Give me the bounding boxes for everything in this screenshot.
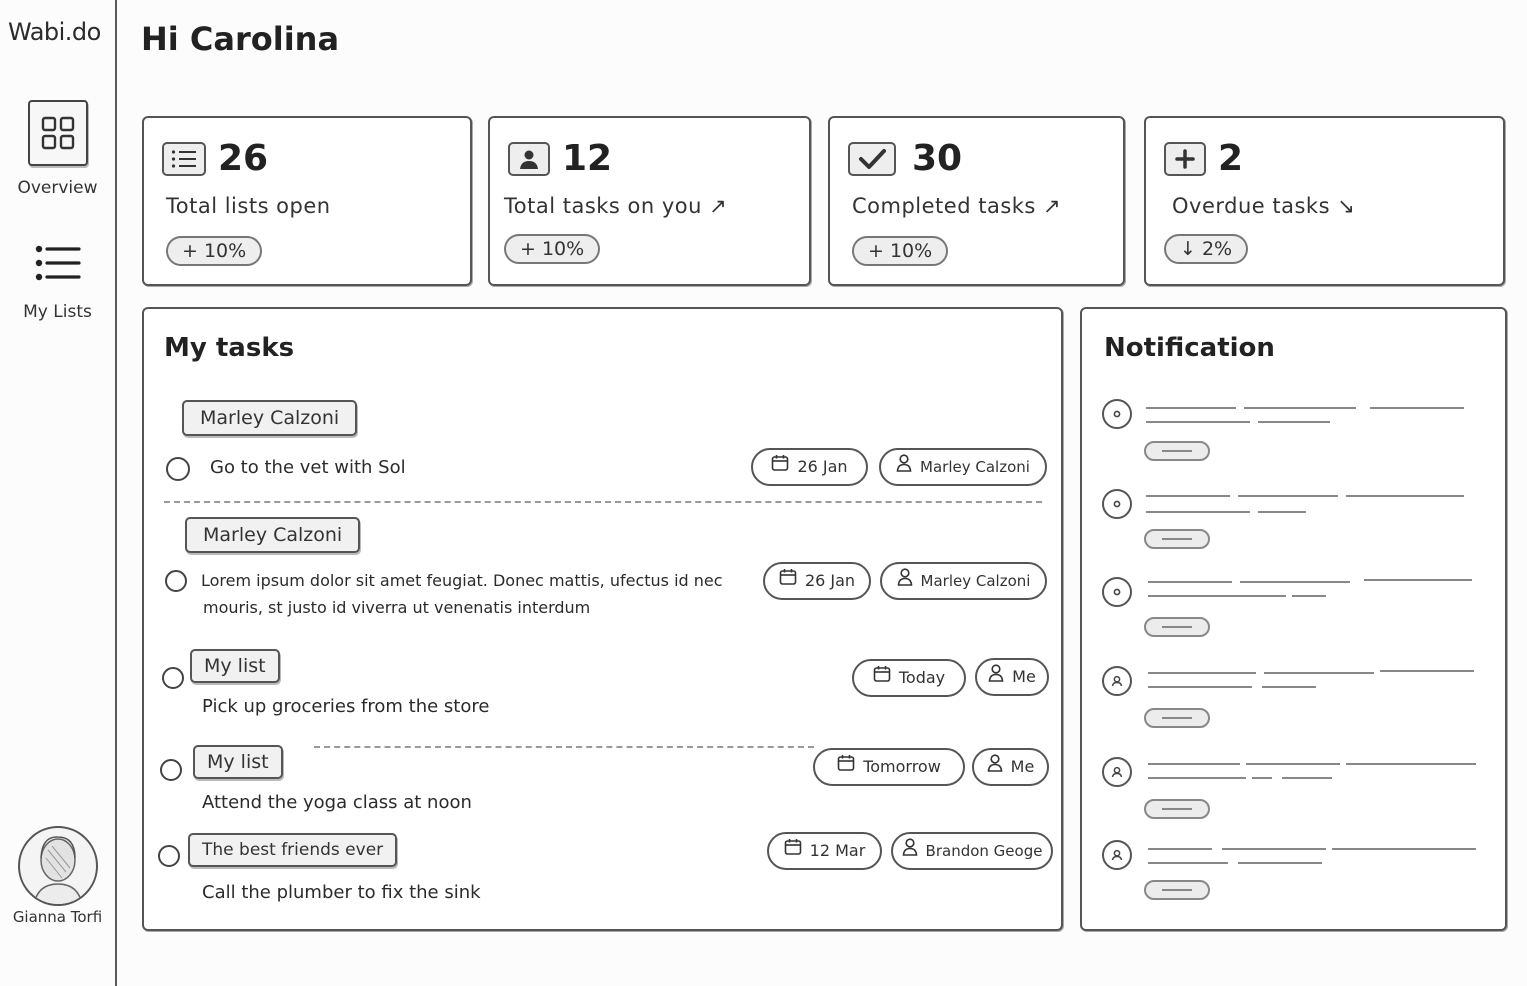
assignee-label: Brandon Geoge: [925, 842, 1043, 860]
stat-label: Total tasks on you ↗: [504, 194, 728, 218]
task-text: Go to the vet with Sol: [210, 457, 406, 478]
avatar: [18, 826, 98, 906]
user-icon: [897, 564, 913, 598]
stat-badge: + 10%: [166, 236, 262, 266]
stat-badge: ↓ 2%: [1164, 234, 1248, 264]
assignee-chip[interactable]: [879, 448, 1047, 486]
assignee-label: Me: [1010, 757, 1035, 776]
stat-badge: + 10%: [504, 234, 600, 264]
notification-panel: [1080, 307, 1507, 931]
calendar-icon: [771, 450, 789, 484]
task-checkbox[interactable]: [162, 667, 184, 689]
user-icon: [987, 750, 1003, 784]
task-text: Attend the yoga class at noon: [202, 792, 472, 813]
due-date-chip[interactable]: [767, 832, 882, 870]
assignee-chip[interactable]: [880, 562, 1047, 600]
calendar-icon: [837, 750, 855, 784]
due-date-chip[interactable]: [813, 748, 965, 786]
dot-icon: [1102, 399, 1132, 429]
my-tasks-panel: [142, 307, 1063, 931]
stat-card-overdue[interactable]: [1144, 116, 1505, 286]
assignee-label: Me: [1012, 667, 1036, 686]
sidebar-item-label: Overview: [17, 178, 98, 198]
list-icon: [0, 238, 115, 288]
stat-label: Overdue tasks ↘: [1172, 194, 1356, 218]
list-tag[interactable]: Marley Calzoni: [182, 400, 357, 436]
page-title: Hi Carolina: [141, 20, 340, 58]
user-icon: [902, 834, 918, 868]
task-checkbox[interactable]: [165, 570, 187, 592]
due-date-label: 26 Jan: [797, 457, 848, 476]
assignee-label: Marley Calzoni: [920, 458, 1030, 476]
sidebar: [0, 0, 117, 986]
assignee-chip[interactable]: [891, 832, 1053, 870]
list-tag[interactable]: The best friends ever: [188, 833, 397, 867]
due-date-chip[interactable]: [751, 448, 868, 486]
list-icon: [162, 142, 206, 176]
dot-icon: [1102, 489, 1132, 519]
check-icon: [848, 142, 896, 176]
stat-card-completed[interactable]: [828, 116, 1125, 286]
stat-label: Total lists open: [166, 194, 331, 218]
assignee-chip[interactable]: [975, 658, 1049, 696]
divider: [164, 501, 1042, 503]
calendar-icon: [784, 834, 802, 868]
task-text: Lorem ipsum dolor sit amet feugiat. Donec mattis, ufectus id nec: [201, 571, 723, 590]
stat-label: Completed tasks ↗: [852, 194, 1062, 218]
task-text-continued: mouris, st justo id viverra ut venenatis interdum: [203, 598, 591, 617]
panel-title: My tasks: [164, 333, 295, 363]
calendar-icon: [779, 564, 797, 598]
due-date-label: 12 Mar: [809, 841, 866, 860]
stat-value: 2: [1218, 138, 1244, 179]
user-icon: [1102, 757, 1132, 787]
grid-icon: [28, 100, 88, 166]
task-checkbox[interactable]: [166, 457, 190, 481]
stat-value: 30: [912, 138, 963, 179]
plus-icon: [1164, 142, 1206, 176]
list-tag[interactable]: My list: [190, 649, 280, 683]
stat-value: 26: [218, 138, 269, 179]
stat-card-tasks-on-you[interactable]: [488, 116, 811, 286]
task-text: Pick up groceries from the store: [202, 696, 490, 717]
stat-value: 12: [562, 138, 613, 179]
due-date-label: Tomorrow: [863, 757, 941, 776]
person-icon: [508, 142, 550, 176]
assignee-label: Marley Calzoni: [920, 572, 1031, 590]
panel-title: Notification: [1104, 333, 1275, 363]
app-logo: Wabi.do: [8, 18, 101, 46]
due-date-label: Today: [898, 668, 946, 687]
due-date-chip[interactable]: [852, 659, 966, 697]
user-icon: [1102, 840, 1132, 870]
due-date-label: 26 Jan: [804, 571, 856, 590]
task-text: Call the plumber to fix the sink: [202, 882, 481, 903]
user-icon: [896, 450, 912, 484]
calendar-icon: [873, 661, 891, 695]
user-profile[interactable]: [0, 826, 115, 926]
assignee-chip[interactable]: [972, 748, 1049, 786]
due-date-chip[interactable]: [763, 562, 871, 600]
list-tag[interactable]: Marley Calzoni: [185, 517, 360, 553]
user-icon: [988, 660, 1004, 694]
user-icon: [1102, 666, 1132, 696]
sidebar-item-label: My Lists: [23, 302, 92, 322]
stat-card-lists-open[interactable]: [142, 116, 472, 286]
sidebar-item-overview[interactable]: [0, 100, 115, 198]
task-checkbox[interactable]: [160, 759, 182, 781]
profile-name: Gianna Torfi: [12, 908, 103, 926]
list-tag[interactable]: My list: [193, 745, 283, 779]
sidebar-item-my-lists[interactable]: [0, 238, 115, 322]
task-checkbox[interactable]: [158, 845, 180, 867]
dot-icon: [1102, 577, 1132, 607]
divider: [314, 746, 814, 748]
stat-badge: + 10%: [852, 236, 948, 266]
